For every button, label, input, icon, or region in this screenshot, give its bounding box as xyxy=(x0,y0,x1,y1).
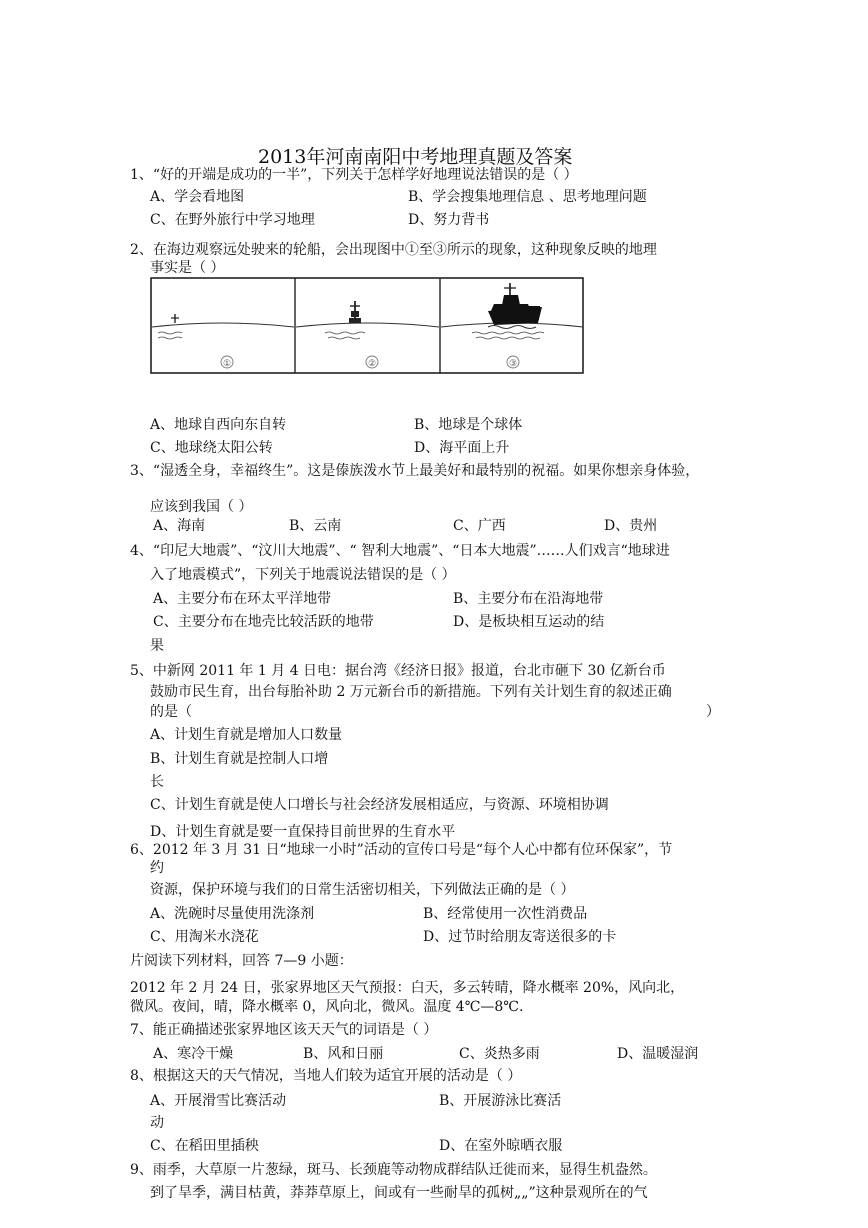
question-8-option-a: A、开展滑雪比赛活动 xyxy=(150,1093,287,1109)
question-1-option-d: D、努力背书 xyxy=(408,212,490,228)
question-2-stem-continued: 事实是（ ） xyxy=(150,260,225,276)
question-1-option-a: A、学会看地图 xyxy=(150,189,245,205)
panel-2-label: ② xyxy=(367,359,377,369)
question-6-option-d: D、过节时给朋友寄送很多的卡 xyxy=(423,929,617,945)
question-6-option-c: C、用淘米水浇花 xyxy=(150,929,259,945)
question-8-stem: 8、根据这天的天气情况，当地人们较为适宜开展的活动是（ ） xyxy=(130,1068,522,1084)
question-1-stem: 1、“好的开端是成功的一半”，下列关于怎样学好地理说法错误的是（ ） xyxy=(130,167,578,183)
question-5-stem-line-3: 的是（ xyxy=(150,704,192,720)
question-4-option-b: B、主要分布在沿海地带 xyxy=(453,591,604,607)
material-forecast-line-2: 微风。夜间，晴，降水概率 0，风向北，微风。温度 4℃—8℃. xyxy=(130,999,524,1015)
question-9-stem-continued: 到了旱季，满目枯黄，莽莽草原上，间或有一些耐旱的孤树„„”这种景观所在的气 xyxy=(150,1185,648,1201)
question-7-stem: 7、能正确描述张家界地区该天天气的词语是（ ） xyxy=(130,1022,438,1038)
material-forecast-line-1: 2012 年 2 月 24 日，张家界地区天气预报：白天，多云转晴，降水概率 20%，风向北， xyxy=(130,980,685,996)
question-5-option-b: B、计划生育就是控制人口增 xyxy=(150,751,329,767)
question-5-option-c: C、计划生育就是使人口增长与社会经济发展相适应，与资源、环境相协调 xyxy=(150,797,609,813)
question-6-option-a: A、洗碗时尽量使用洗涤剂 xyxy=(150,906,315,922)
question-6-stem-wrap: 约 xyxy=(150,860,164,876)
ship-horizon-figure xyxy=(150,277,584,374)
question-5-stem-line-2: 鼓励市民生育，出台每胎补助 2 万元新台币的新措施。下列有关计划生育的叙述正确 xyxy=(150,684,672,700)
question-7-option-d: D、温暖湿润 xyxy=(617,1046,699,1062)
material-intro: 片阅读下列材料，回答 7—9 小题： xyxy=(130,953,353,969)
question-6-stem: 6、2012 年 3 月 31 日“地球一小时”活动的宣传口号是“每个人心中都有位环保家”，节 xyxy=(130,842,673,858)
question-7-option-b: B、风和日丽 xyxy=(303,1046,384,1062)
page-title: 2013年河南南阳中考地理真题及答案 xyxy=(258,146,573,168)
question-5-stem: 5、中新网 2011 年 1 月 4 日电：据台湾《经济日报》报道，台北市砸下 30 亿新台币 xyxy=(130,663,666,679)
question-9-stem: 9、雨季，大草原一片葱绿，斑马、长颈鹿等动物成群结队迁徙而来，显得生机盎然。 xyxy=(130,1162,657,1178)
question-3-option-a: A、海南 xyxy=(153,518,206,534)
question-2-option-a: A、地球自西向东自转 xyxy=(150,417,287,433)
question-2-option-b: B、地球是个球体 xyxy=(414,417,523,433)
question-3-stem-continued: 应该到我国（ ） xyxy=(150,499,253,515)
question-3-stem: 3、“湿透全身，幸福终生”。这是傣族泼水节上最美好和最特别的祝福。如果你想亲身体验， xyxy=(130,463,700,479)
question-8-option-b: B、开展游泳比赛活 xyxy=(439,1093,562,1109)
panel-1-label: ① xyxy=(222,359,232,369)
question-5-option-d: D、计划生育就是要一直保持目前世界的生育水平 xyxy=(150,824,456,840)
question-2-option-d: D、海平面上升 xyxy=(414,440,510,456)
question-3-option-b: B、云南 xyxy=(289,518,342,534)
question-6-stem-continued: 资源，保护环境与我们的日常生活密切相关，下列做法正确的是（ ） xyxy=(150,882,575,898)
question-8-option-c: C、在稻田里插秧 xyxy=(150,1138,259,1154)
question-5-option-a: A、计划生育就是增加人口数量 xyxy=(150,727,343,743)
question-4-option-c: C、主要分布在地壳比较活跃的地带 xyxy=(153,614,374,630)
question-2-stem: 2、在海边观察远处驶来的轮船，会出现图中①至③所示的现象，这种现象反映的地理 xyxy=(130,242,657,258)
question-4-option-d: D、是板块相互运动的结 xyxy=(453,614,605,630)
question-4-option-d-continued: 果 xyxy=(150,638,164,654)
question-8-option-d: D、在室外晾晒衣服 xyxy=(439,1138,563,1154)
question-4-stem-continued: 入了地震模式”，下列关于地震说法错误的是（ ） xyxy=(150,567,456,583)
question-6-option-b: B、经常使用一次性消费品 xyxy=(423,906,588,922)
question-3-option-c: C、广西 xyxy=(453,518,506,534)
panel-3-label: ③ xyxy=(508,359,518,369)
question-7-option-c: C、炎热多雨 xyxy=(459,1046,540,1062)
question-5-option-b-continued: 长 xyxy=(150,774,164,790)
question-1-option-c: C、在野外旅行中学习地理 xyxy=(150,212,315,228)
question-4-option-a: A、主要分布在环太平洋地带 xyxy=(153,591,332,607)
question-3-option-d: D、贵州 xyxy=(604,518,658,534)
question-1-option-b: B、学会搜集地理信息 、思考地理问题 xyxy=(408,189,647,205)
question-4-stem: 4、“印尼大地震”、“汶川大地震”、“ 智利大地震”、“日本大地震”……人们戏言“地球进 xyxy=(130,543,670,559)
question-5-answer-bracket: ） xyxy=(706,704,720,720)
question-8-option-b-continued: 动 xyxy=(150,1115,164,1131)
question-2-option-c: C、地球绕太阳公转 xyxy=(150,440,273,456)
question-7-option-a: A、寒冷干燥 xyxy=(153,1046,234,1062)
